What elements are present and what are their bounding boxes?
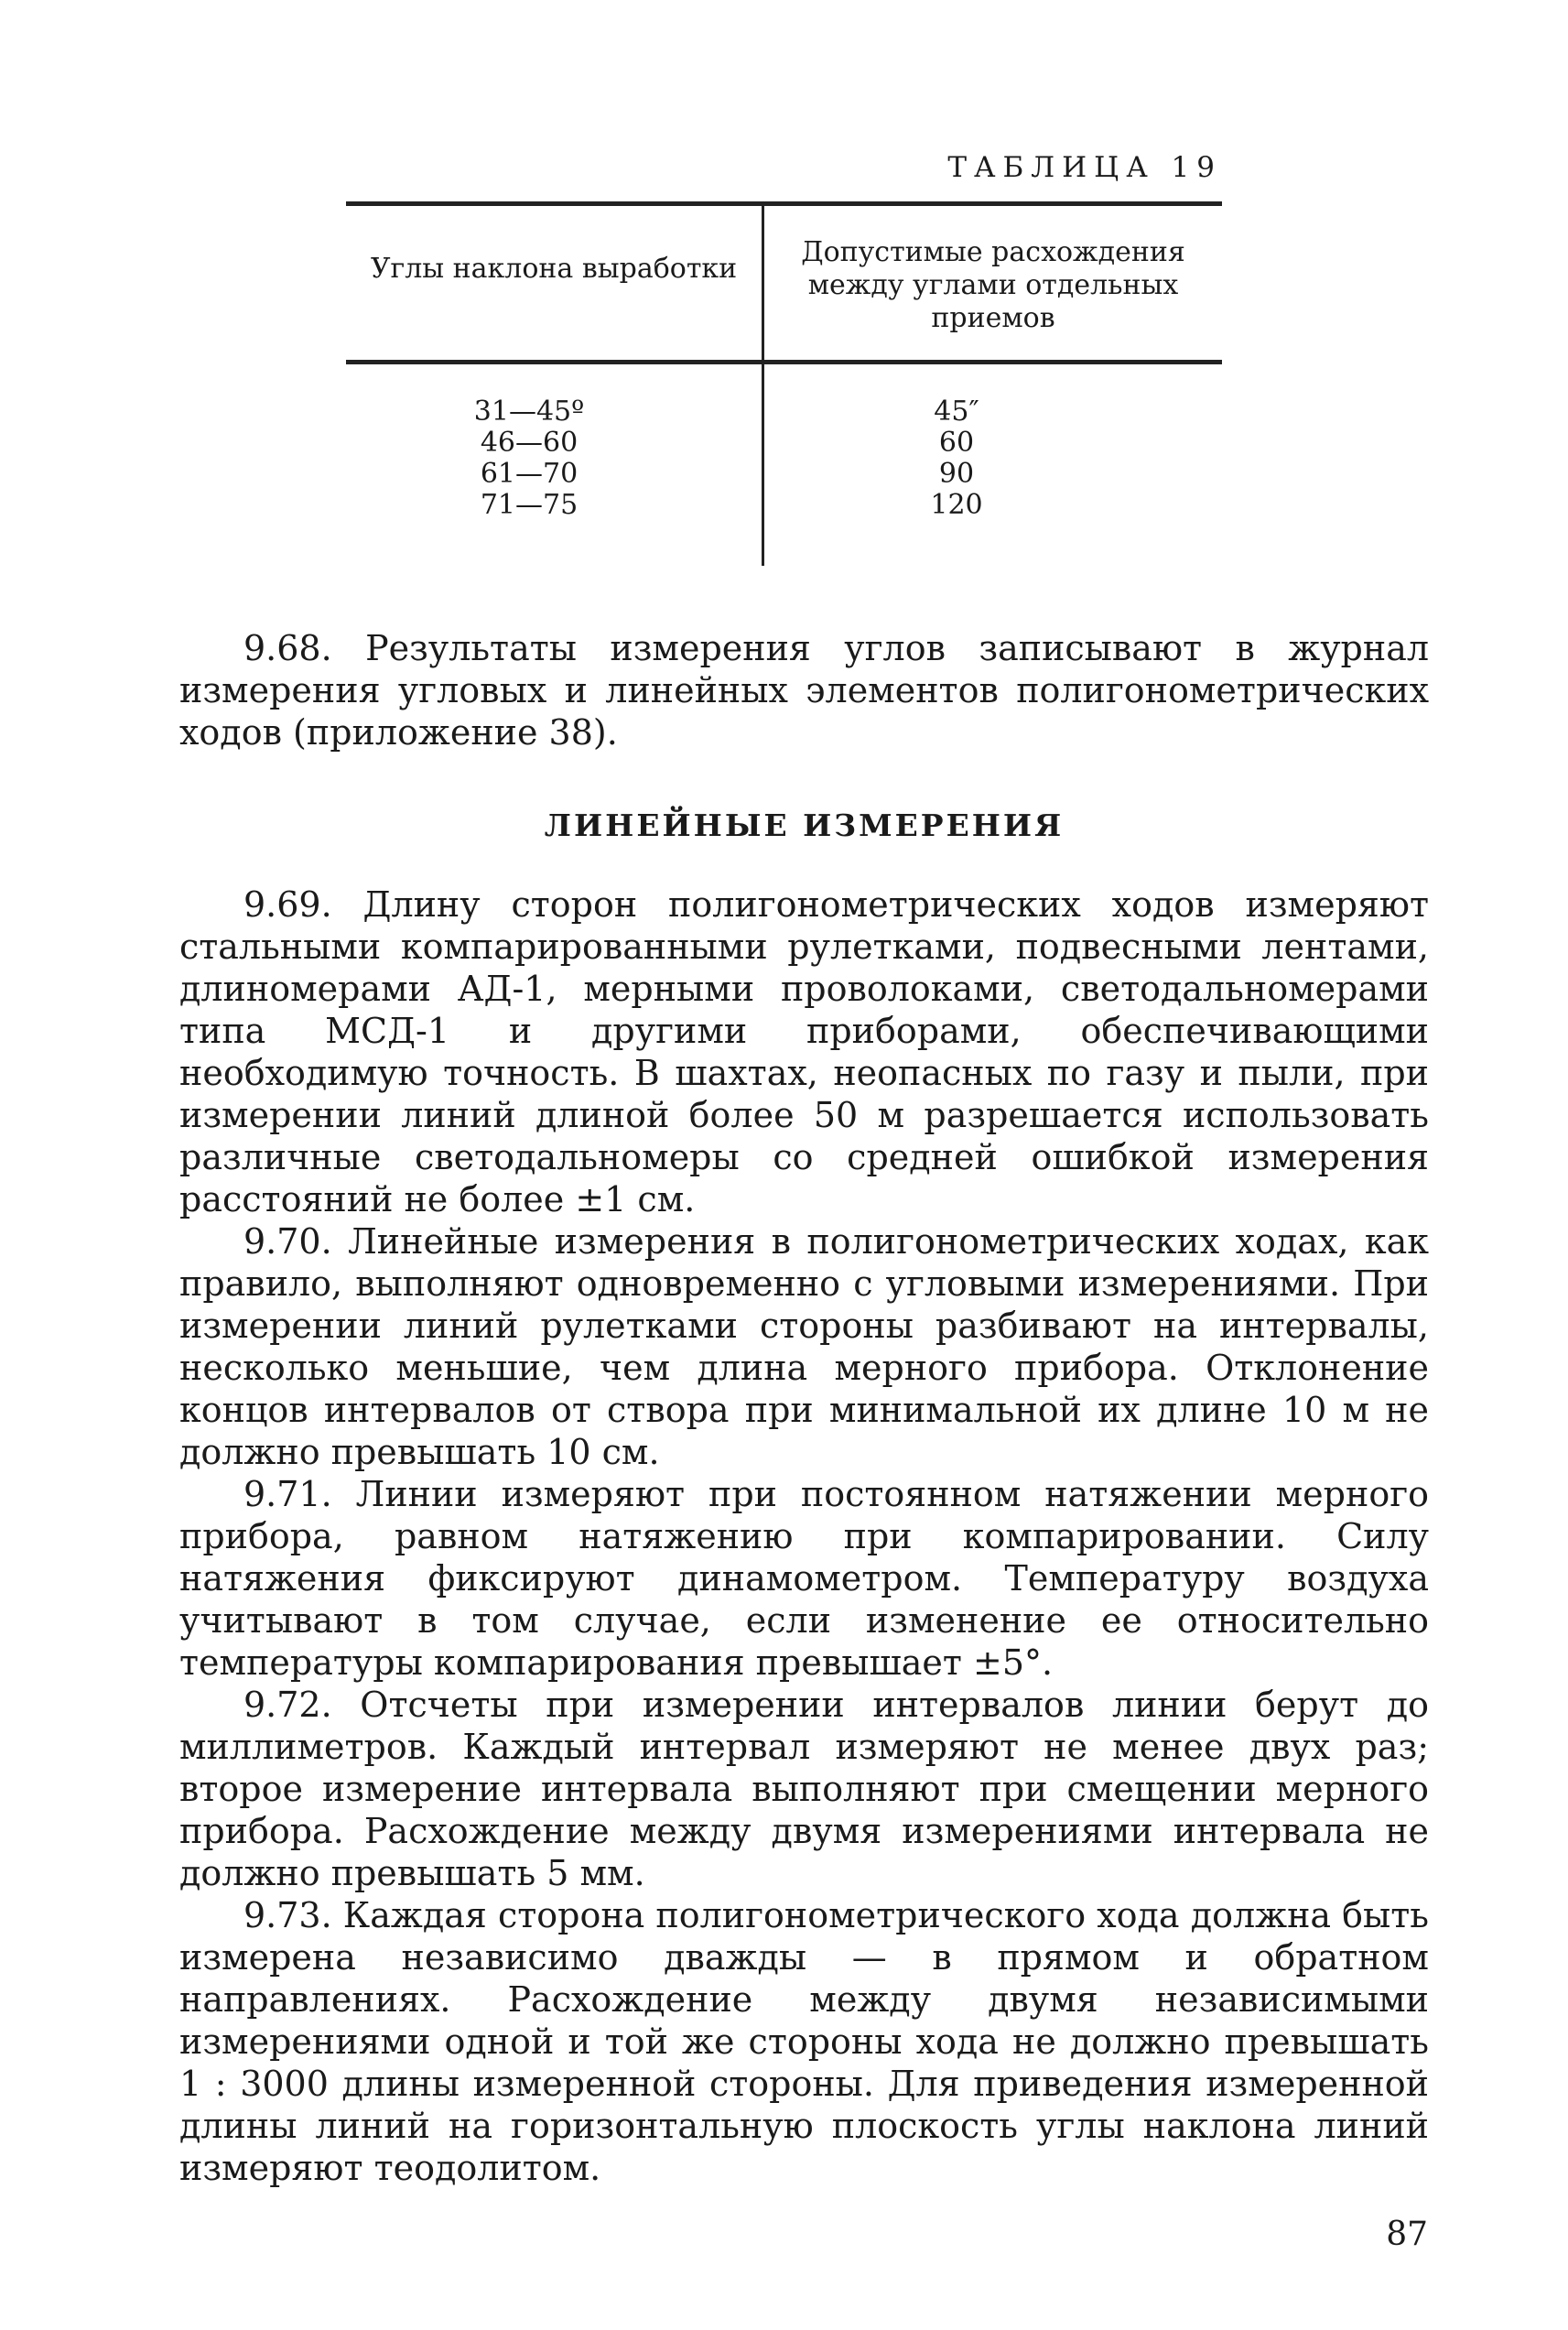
paragraph-9-73: 9.73. Каждая сторона полигонометрического хода должна быть измерена независимо дважды — в прямом и обратном направлениях. Расхождение между двумя независимыми измерениями одной и той же стороны хода не должно превышать 1 : 3000 длины измеренной стороны. Для приведения измеренной длины линий на горизонтальную плоскость углы наклона линий измеряют теодолитом. <box>179 1895 1429 2188</box>
paragraph-9-70: 9.70. Линейные измерения в полигонометрических ходах, как правило, выполняют одновременно с угловыми измерениями. При измерении линий рулетками стороны разбивают на интервалы, несколько меньшие, чем длина мерного прибора. Отклонение концов интервалов от створа при минимальной их длине 10 м не должно превышать 10 см. <box>179 1221 1429 1472</box>
paragraph-9-69: 9.69. Длину сторон полигонометрических ходов измеряют стальными компарированными рулетками, подвесными лентами, длиномерами АД-1, мерными проволоками, светодальномерами типа МСД-1 и другими приборами, обеспечивающими необходимую точность. В шахтах, неопасных по газу и пыли, при измерении линий длиной более 50 м разрешается использовать различные светодальномеры со средней ошибкой измерения расстояний не более ±1 см. <box>179 884 1429 1219</box>
column-differences <box>764 396 1149 521</box>
table-cell-difference: 45″ <box>934 396 979 428</box>
table-header-rule <box>346 360 1222 364</box>
header-allowed-difference: Допустимые расхождения между углами отдельных приемов <box>801 236 1185 334</box>
table-label: ТАБЛИЦА 19 <box>947 151 1222 184</box>
table-cell-difference: 120 <box>930 489 983 521</box>
table-cell-difference: 90 <box>938 458 975 490</box>
angle-tolerance-table <box>346 201 1222 566</box>
table-cell-angle: 31—45º <box>473 396 585 428</box>
paragraph-9-71: 9.71. Линии измеряют при постоянном натяжении мерного прибора, равном натяжению при компарировании. Силу натяжения фиксируют динамометром. Температуру воздуха учитывают в том случае, если изменение ее относительно температуры компарирования превышает ±5°. <box>179 1474 1429 1683</box>
table-cell-difference: 60 <box>938 427 975 459</box>
paragraph-9-72: 9.72. Отсчеты при измерении интервалов линии берут до миллиметров. Каждый интервал измеряют не менее двух раз; второе измерение интервала выполняют при смещении мерного прибора. Расхождение между двумя измерениями интервала не должно превышать 5 мм. <box>179 1685 1429 1893</box>
table-cell-angle: 46—60 <box>480 427 579 459</box>
column-angles <box>346 396 712 521</box>
table-cell-angle: 71—75 <box>480 489 579 521</box>
header-inclination-angle: Углы наклона выработки <box>370 253 738 285</box>
body-text <box>179 627 1429 2189</box>
paragraph-9-68: 9.68. Результаты измерения углов записывают в журнал измерения угловых и линейных элементов полигонометрических ходов (приложение 38). <box>179 628 1429 753</box>
section-heading: ЛИНЕЙНЫЕ ИЗМЕРЕНИЯ <box>544 807 1065 843</box>
table-cell-angle: 61—70 <box>480 458 579 490</box>
page-number: 87 <box>1386 2216 1428 2253</box>
table-top-rule <box>346 201 1222 206</box>
